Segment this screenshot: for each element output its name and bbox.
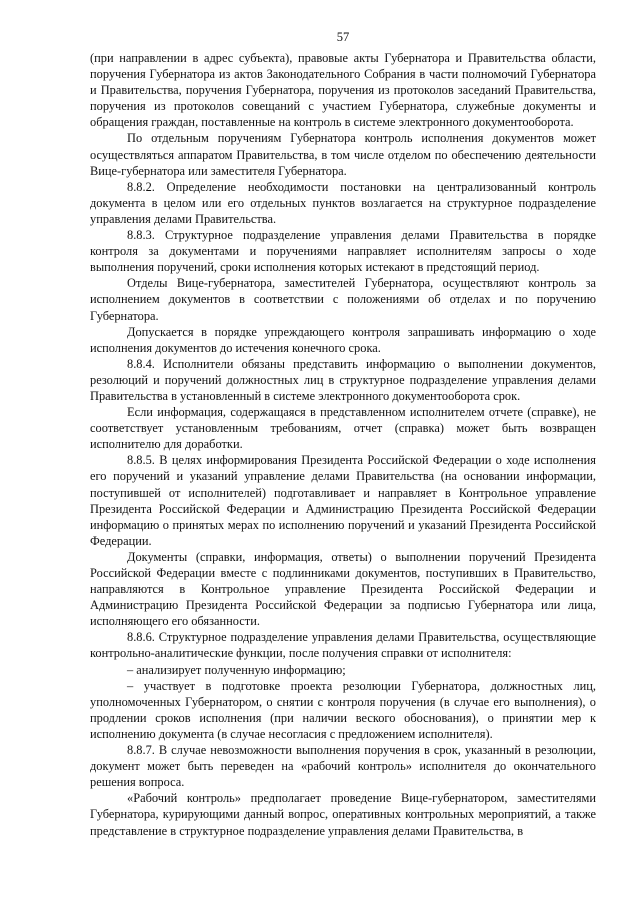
document-body xyxy=(90,50,596,839)
paragraph: – участвует в подготовке проекта резолюции Губернатора, должностных лиц, уполномоченных Губернатором, о снятии с контроля поручения (в случае его выполнения), о продлении сроков исполнения (при наличии веского обоснования), о принятии мер к исполнению документа (в случае несогласия с предложением исполнителя). xyxy=(90,678,596,741)
paragraph: Документы (справки, информация, ответы) о выполнении поручений Президента Российской Федерации вместе с подлинниками документов, поступивших в Правительство, направляются в Контрольное управление Президента Российской Федерации и Администрацию Президента Российской Федерации за подписью Губернатора или лица, исполняющего его обязанности. xyxy=(90,549,596,629)
paragraph: 8.8.2. Определение необходимости постановки на централизованный контроль документа в целом или его отдельных пунктов возлагается на структурное подразделение управления делами Правительства. xyxy=(90,179,596,226)
paragraph: (при направлении в адрес субъекта), правовые акты Губернатора и Правительства области, поручения Губернатора из актов Законодательного Собрания в части полномочий Губернатора и Правительства, поручения Губернатора, поручения из протоколов заседаний Правительства, поручения из протоколов совещаний с участием Губернатора, служебные документы и обращения граждан, поставленные на контроль в системе электронного документооборота. xyxy=(90,51,596,130)
paragraph: – анализирует полученную информацию; xyxy=(127,662,346,677)
page-number: 57 xyxy=(336,30,350,44)
paragraph: Если информация, содержащаяся в представленном исполнителем отчете (справке), не соответствует установленным требованиям, отчет (справка) может быть возвращен исполнителю для доработки. xyxy=(90,405,596,452)
paragraph: 8.8.4. Исполнители обязаны представить информацию о выполнении документов, резолюций и поручений должностных лиц в структурное подразделение управления делами Правительства в установленный в системе электронного документооборота срок. xyxy=(90,356,596,403)
paragraph: 8.8.6. Структурное подразделение управления делами Правительства, осуществляющие контрольно-аналитические функции, после получения справки от исполнителя: xyxy=(90,630,596,661)
paragraph: Отделы Вице-губернатора, заместителей Губернатора, осуществляют контроль за исполнением документов в соответствии с положениями об отделах и по поручению Губернатора. xyxy=(90,276,596,323)
paragraph: 8.8.5. В целях информирования Президента Российской Федерации о ходе исполнения его поручений и указаний управление делами Правительства (на основании информации, поступившей от исполнителей) подготавливает и направляет в Контрольное управление Президента Российской Федерации и Администрацию Президента Российской Федерации информацию о принятых мерах по исполнению поручений и указаний Президента Российской Федерации. xyxy=(90,453,596,548)
paragraph: 8.8.3. Структурное подразделение управления делами Правительства в порядке контроля за документами и поручениями направляет исполнителям запросы о ходе выполнения поручений, сроки исполнения которых истекают в предстоящий период. xyxy=(90,228,596,275)
paragraph: Допускается в порядке упреждающего контроля запрашивать информацию о ходе исполнения документов до истечения конечного срока. xyxy=(90,324,596,355)
paragraph: «Рабочий контроль» предполагает проведение Вице-губернатором, заместителями Губернатора, курирующими данный вопрос, оперативных контрольных мероприятий, а также представление в структурное подразделение управления делами Правительства, в xyxy=(90,791,596,838)
paragraph: 8.8.7. В случае невозможности выполнения поручения в срок, указанный в резолюции, документ может быть переведен на «рабочий контроль» исполнителя до окончательного решения вопроса. xyxy=(90,743,596,790)
paragraph: По отдельным поручениям Губернатора контроль исполнения документов может осуществляться аппаратом Правительства, в том числе отделом по обеспечению деятельности Вице-губернатора или заместителя Губернатора. xyxy=(90,131,596,178)
